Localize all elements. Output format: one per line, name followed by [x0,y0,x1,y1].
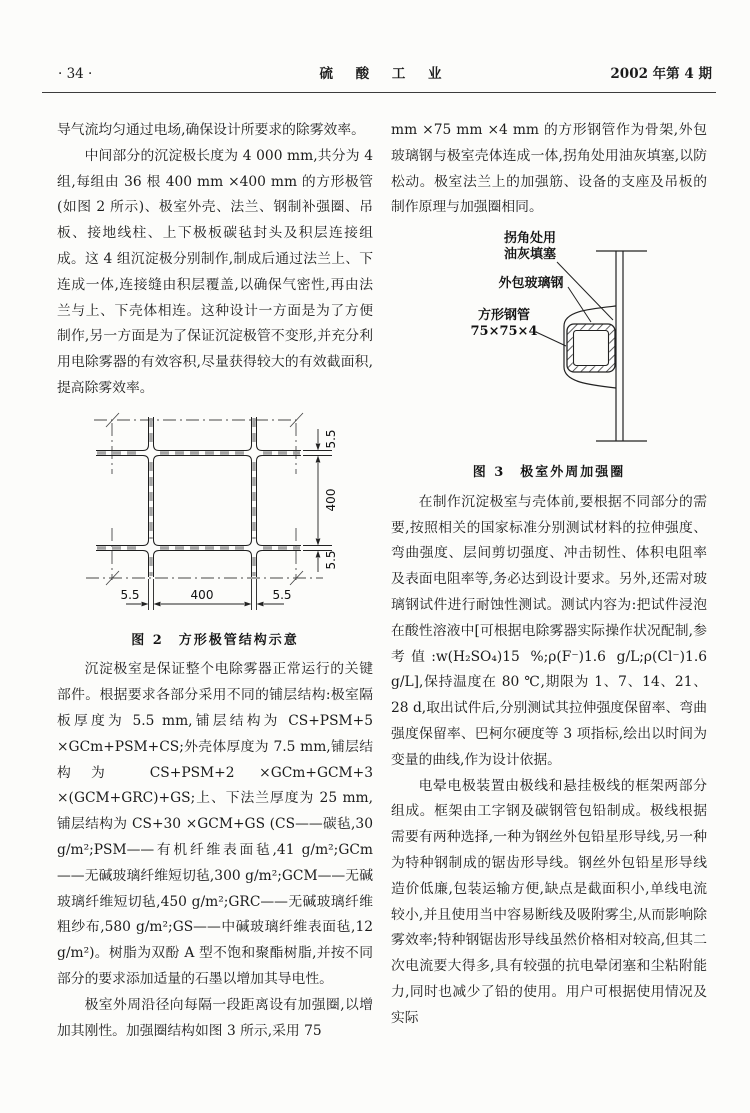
stiffening-ring-diagram [409,229,689,447]
dim-label-wall-top: 5.5 [324,429,338,449]
page-body [57,118,707,1044]
page-number: · 34 · [58,66,93,82]
figure-2-caption: 图 2 方形极管结构示意 [131,632,299,648]
journal-title: 硫 酸 工 业 [319,66,451,82]
paragraph: 在制作沉淀极室与壳体前,要根据不同部分的需要,按照相关的国家标准分别测试材料的拉伸强度、弯曲强度、层间剪切强度、冲击韧性、体积电阻率及表面电阻率等,务必达到设计要求。另外,还需对玻璃钢试件进行耐蚀性测试。测试内容为:把试件浸泡在酸性溶液中[可根据电除雾器实际操作状况配制,参考值:w(H₂SO₄)15 %;ρ(F⁻)1.6 g/L;ρ(Cl⁻)1.6 g/L],保持温度在 80 ℃,期限为 1、7、14、21、28 d,取出试件后,分别测试其拉伸强度保留率、弯曲强度保留率、巴柯尔硬度等 3 项指标,绘出以时间为变量的曲线,作为设计依据。 [391,493,707,768]
figure-3 [391,229,707,486]
left-column [57,118,373,1044]
wall-fill [97,418,300,576]
dim-label-400-vertical: 400 [324,488,338,512]
leader-lines [536,262,613,346]
dim-label-wall-right: 5.5 [272,587,292,602]
figure3-label-corner-line1: 拐角处用 [503,231,557,247]
paragraph: 极室外周沿径向每隔一段距离设有加强圈,以增加其刚性。加强圈结构如图 3 所示,采用 75 [57,996,373,1039]
dim-label-wall-bottom: 5.5 [324,550,338,570]
paragraph: mm ×75 mm ×4 mm 的方形钢管作为骨架,外包玻璃钢与极室壳体连成一体,拐角处用油灰填塞,以防松动。极室法兰上的加强筋、设备的支座及吊板的制作原理与加强圈相同。 [391,122,707,216]
break-ticks [106,413,303,585]
dim-label-wall-left: 5.5 [120,587,140,602]
square-tube-grid-diagram [86,410,344,615]
figure3-label-wrap: 外包玻璃钢 [498,276,564,292]
figure-2 [57,410,373,654]
paragraph: 导气流均匀通过电场,确保设计所要求的除雾效率。 [57,122,365,138]
square-steel-tube [567,324,615,372]
figure3-label-tube-line1: 方形钢管 [477,308,531,324]
page-header [46,62,712,82]
wall-outlines [96,417,301,577]
header-rule [42,92,716,93]
paragraph: 电晕电极装置由极线和悬挂极线的框架两部分组成。框架由工字钢及碳钢管包铅制成。极线根据需要有两种选择,一种为钢丝外包铅星形导线,另一种为特种钢制成的锯齿形导线。钢丝外包铅星形导线造价低廉,包装运输方便,缺点是截面积小,单线电流较小,并且使用当中容易断线及吸附雾尘,从而影响除雾效率;特种钢锯齿形导线虽然价格相对较高,但其二次电流要大得多,具有较强的抗电晕闭塞和尘粘附能力,同时也减少了铅的使用。用户可根据使用情况及实际 [391,777,707,1026]
paragraph: 中间部分的沉淀极长度为 4 000 mm,共分为 4 组,每组由 36 根 400 mm ×400 mm 的方形极管(如图 2 所示)、极室外壳、法兰、钢制补强圈、吊板、接地线柱、上下极板碳毡封头及积层连接组成。这 4 组沉淀极分别制作,制成后通过法兰上、下连成一体,连接缝由积层覆盖,以确保气密性,再由法兰与上、下壳体相连。这种设计一方面是为了方便制作,另一方面是为了保证沉淀极管不变形,并充分利用电除雾器的有效容积,尽量获得较大的有效截面积,提高除雾效率。 [57,147,373,396]
figure3-label-tube-line2: 75×75×4 [470,324,538,340]
issue-info: 2002 年第 4 期 [610,66,712,82]
figure-3-caption: 图 3 极室外周加强圈 [472,464,626,480]
dim-label-400-horizontal: 400 [190,587,214,602]
paragraph: 沉淀极室是保证整个电除雾器正常运行的关键部件。根据要求各部分采用不同的铺层结构:极室隔板厚度为 5.5 mm,铺层结构为 CS+PSM+5 ×GCm+PSM+CS;外壳体厚度为 7.5 mm,铺层结构为 CS+PSM+2 ×GCm+GCM+3 ×(GCM+GRC)+GS;上、下法兰厚度为 25 mm,铺层结构为 CS+30 ×GCM+GS (CS——碳毡,30 g/m²;PSM——有机纤维表面毡,41 g/m²;GCm——无碱玻璃纤维短切毡,300 g/m²;GCM——无碱玻璃纤维短切毡,450 g/m²;GRC——无碱玻璃纤维粗纱布,580 g/m²;GS——中碱玻璃纤维表面毡,12 g/m²)。树脂为双酚 A 型不饱和聚酯树脂,并按不同部分的要求添加适量的石墨以增加其导电性。 [57,661,373,987]
right-column [391,118,707,1044]
centerlines [86,420,323,580]
shell-wall [596,251,647,441]
figure3-label-corner-line2: 油灰填塞 [503,247,557,263]
